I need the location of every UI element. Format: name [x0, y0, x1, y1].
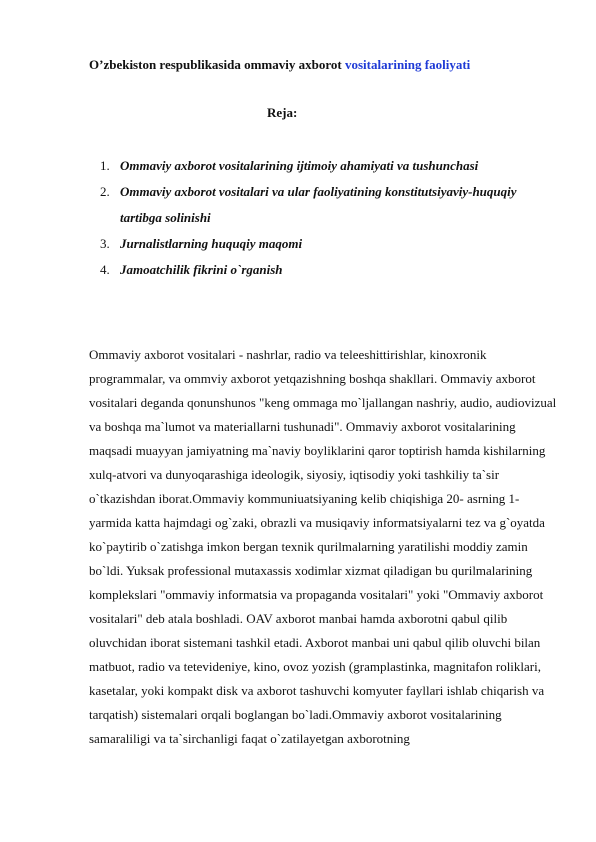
plan-item-text: Jurnalistlarning huquqiy maqomi [120, 236, 303, 251]
plan-item-number: 2. [100, 184, 110, 199]
plan-item-number: 3. [100, 236, 110, 251]
plan-item-text: Ommaviy axborot vositalari va ular faoliyatining konstitutsiyaviy-huquqiy tartibga solinishi [120, 184, 517, 225]
plan-item-text: Jamoatchilik fikrini o`rganish [120, 262, 283, 277]
body-paragraph: Ommaviy axborot vositalari - nashrlar, radio va teleeshittirishlar, kinoxronik programmalar, va ommviy axborot yetqazishning boshqa shakllari. Ommaviy axborot vositalari deganda qonunshunos "keng ommaga mo`ljallangan nashriy, audio, audiovizual va boshqa ma`lumot va materiallarni tushunadi". Ommaviy axborot vositalarining maqsadi muayyan jamiyatning ma`naviy boyliklarini qaror toptirish hamda kishilarning xulq-atvori va dunyoqarashiga ideologik, siyosiy, iqtisodiy yoki tashkiliy ta`sir o`tkazishdan iborat.Ommaviy kommuniuatsiyaning kelib chiqishiga 20- asrning 1-yarmida katta hajmdagi og`zaki, obrazli va musiqaviy informatsiyalarni tez va g`oyatda ko`paytirib o`zatishga imkon bergan texnik qurilmalarning yaratilishi moddiy zamin bo`ldi. Yuksak professional mutaxassis xodimlar xizmat qiladigan bu qurilmalarining komplekslari "ommaviy informatsia va propaganda vositalari" yoki "Ommaviy axborot vositalari" deb atala boshladi. OAV axborot manbai hamda axborotni qabul qilib oluvchidan iborat sistemani tashkil etadi. Axborot manbai uni qabul qilib oluvchi bilan matbuot, radio va tetevideniye, kino, ovoz yozish (gramplastinka, magnitafon roliklari, kasetalar, yoki kompakt disk va axborot tashuvchi komyuter fayllari ishlab chiqarish va tarqatish) sistemalari orqali boglangan bo`ladi.Ommaviy axborot vositalarining samaraliligi va ta`sirchanligi faqat o`zatilayetgan axborotning [89, 347, 557, 746]
plan-list [100, 153, 560, 283]
plan-heading: Reja: [267, 105, 298, 120]
document-title [89, 57, 470, 73]
plan-item-number: 4. [100, 262, 110, 277]
title-text: O’zbekiston respublikasida ommaviy axborot [89, 57, 345, 72]
plan-item-text: Ommaviy axborot vositalarining ijtimoiy ahamiyati va tushunchasi [120, 158, 479, 173]
plan-item [100, 231, 560, 257]
title-accent-text: vositalarining faoliyati [344, 57, 471, 72]
plan-item [100, 179, 560, 231]
plan-item-number: 1. [100, 158, 110, 173]
plan-item [100, 257, 560, 283]
plan-item [100, 153, 560, 179]
